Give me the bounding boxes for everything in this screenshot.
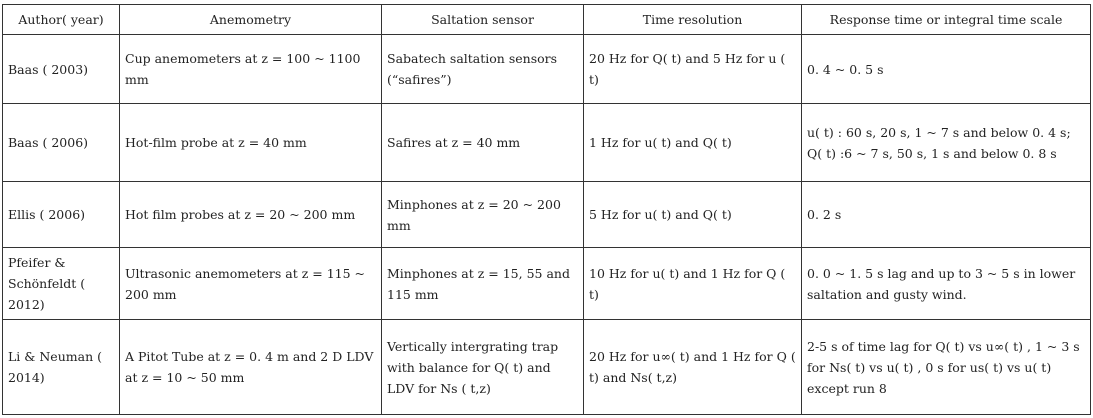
cell-anemometry: Hot film probes at z = 20 ~ 200 mm [120, 182, 382, 248]
header-response-time: Response time or integral time scale [802, 5, 1091, 35]
cell-author: Baas ( 2003) [3, 35, 120, 104]
cell-author: Ellis ( 2006) [3, 182, 120, 248]
cell-time-resolution: 20 Hz for Q( t) and 5 Hz for u ( t) [584, 35, 802, 104]
cell-anemometry: Cup anemometers at z = 100 ~ 1100 mm [120, 35, 382, 104]
cell-response-time: u( t) : 60 s, 20 s, 1 ~ 7 s and below 0. 4 s; Q( t) :6 ~ 7 s, 50 s, 1 s and below 0. 8 s [802, 104, 1091, 182]
cell-saltation-sensor: Vertically intergrating trap with balance for Q( t) and LDV for Ns ( t,z) [382, 320, 584, 415]
cell-saltation-sensor: Safires at z = 40 mm [382, 104, 584, 182]
table-row [3, 320, 1091, 415]
cell-anemometry: Ultrasonic anemometers at z = 115 ~ 200 mm [120, 248, 382, 320]
cell-anemometry: Hot-film probe at z = 40 mm [120, 104, 382, 182]
table-row [3, 104, 1091, 182]
cell-response-time: 0. 0 ~ 1. 5 s lag and up to 3 ~ 5 s in lower saltation and gusty wind. [802, 248, 1091, 320]
header-anemometry: Anemometry [120, 5, 382, 35]
table-row [3, 35, 1091, 104]
cell-author: Baas ( 2006) [3, 104, 120, 182]
cell-author: Li & Neuman ( 2014) [3, 320, 120, 415]
cell-saltation-sensor: Minphones at z = 15, 55 and 115 mm [382, 248, 584, 320]
table-row [3, 248, 1091, 320]
cell-anemometry: A Pitot Tube at z = 0. 4 m and 2 D LDV at z = 10 ~ 50 mm [120, 320, 382, 415]
cell-time-resolution: 1 Hz for u( t) and Q( t) [584, 104, 802, 182]
header-row [3, 5, 1091, 35]
table-row [3, 182, 1091, 248]
cell-time-resolution: 5 Hz for u( t) and Q( t) [584, 182, 802, 248]
cell-time-resolution: 10 Hz for u( t) and 1 Hz for Q ( t) [584, 248, 802, 320]
header-author-year: Author( year) [3, 5, 120, 35]
cell-time-resolution: 20 Hz for u∞( t) and 1 Hz for Q ( t) and Ns( t,z) [584, 320, 802, 415]
cell-author: Pfeifer & Schönfeldt ( 2012) [3, 248, 120, 320]
cell-response-time: 2-5 s of time lag for Q( t) vs u∞( t) , 1 ~ 3 s for Ns( t) vs u( t) , 0 s for us( t) vs u( t) except run 8 [802, 320, 1091, 415]
cell-response-time: 0. 2 s [802, 182, 1091, 248]
cell-saltation-sensor: Sabatech saltation sensors (“safires”) [382, 35, 584, 104]
header-time-resolution: Time resolution [584, 5, 802, 35]
comparison-table [2, 4, 1091, 415]
header-saltation-sensor: Saltation sensor [382, 5, 584, 35]
cell-response-time: 0. 4 ~ 0. 5 s [802, 35, 1091, 104]
cell-saltation-sensor: Minphones at z = 20 ~ 200 mm [382, 182, 584, 248]
